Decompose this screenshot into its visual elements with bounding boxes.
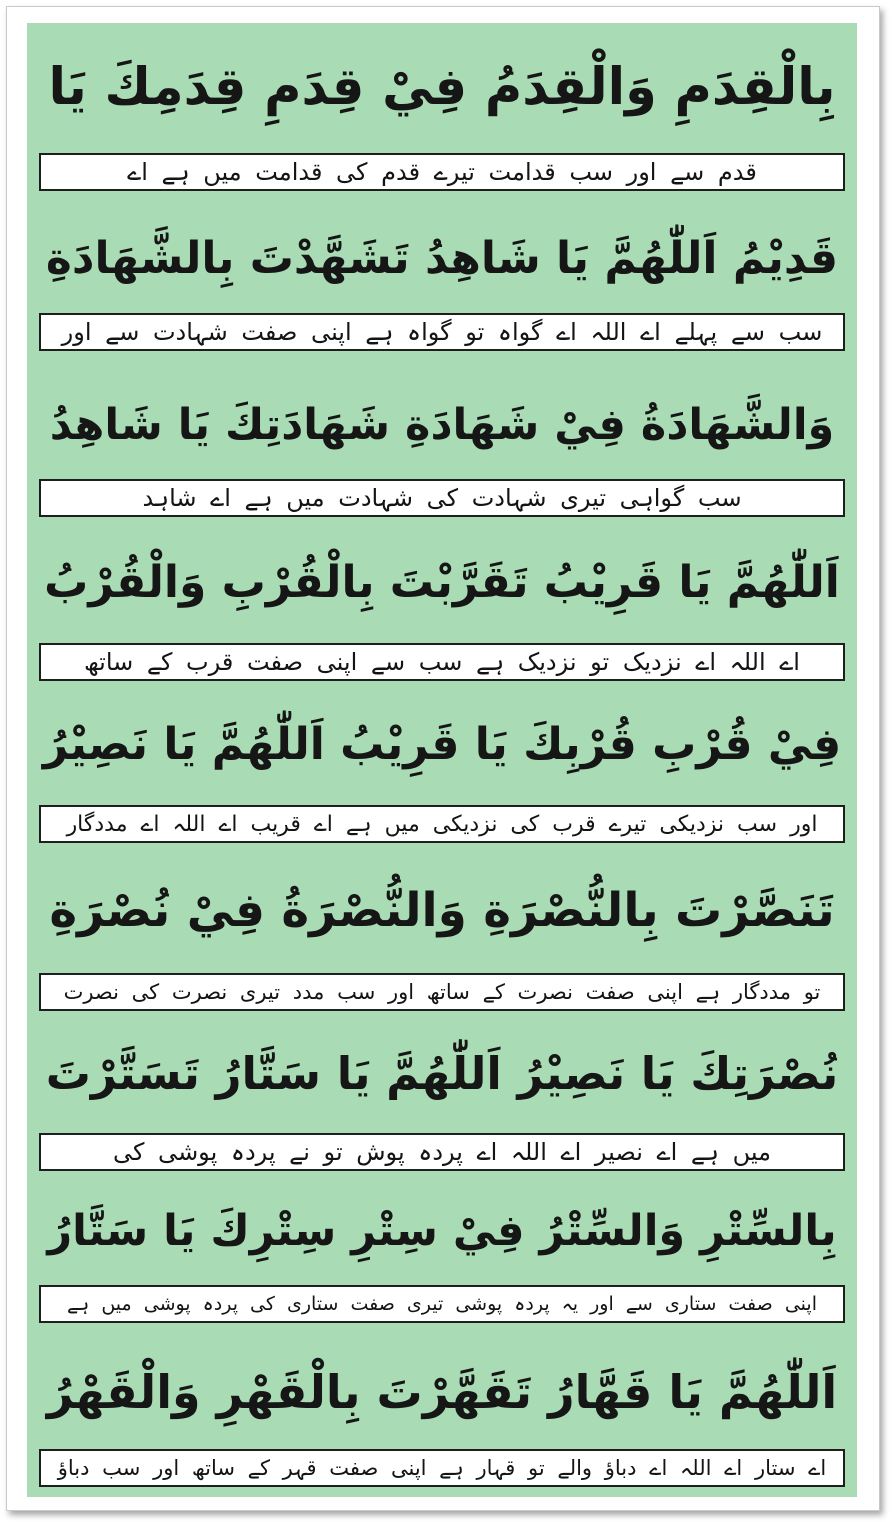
urdu-translation-7: [39, 1133, 845, 1171]
arabic-text: اَللّٰهُمَّ يَا قَرِيْبُ تَقَرَّبْتَ بِالْقُرْبِ وَالْقُرْبُ: [44, 557, 840, 608]
image-frame: [6, 6, 880, 1511]
arabic-text: اَللّٰهُمَّ يَا قَهَّارُ تَقَهَّرْتَ بِالْقَهْرِ وَالْقَهْرُ: [46, 1365, 838, 1419]
arabic-text: بِالسِّتْرِ وَالسِّتْرُ فِيْ سِتْرِ سِتْرِكَ يَا سَتَّارُ: [47, 1205, 837, 1256]
arabic-text: نُصْرَتِكَ يَا نَصِيْرُ اَللّٰهُمَّ يَا سَتَّارُ تَسَتَّرْتَ: [45, 1046, 839, 1100]
urdu-translation-1: [39, 153, 845, 191]
arabic-text: بِالْقِدَمِ وَالْقِدَمُ فِيْ قِدَمِ قِدَمِكَ يَا: [48, 57, 836, 117]
arabic-text: قَدِيْمُ اَللّٰهُمَّ يَا شَاهِدُ تَشَهَّدْتَ بِالشَّهَادَةِ: [45, 233, 839, 284]
urdu-translation-4: [39, 643, 845, 681]
dua-page: [27, 23, 857, 1497]
arabic-line-3: [27, 366, 857, 484]
urdu-text: سب گواہی تیری شہادت کی شہادت میں ہے اے شاہد: [142, 484, 742, 512]
arabic-line-7: [27, 1023, 857, 1123]
urdu-translation-8: [39, 1285, 845, 1323]
urdu-translation-3: [39, 479, 845, 517]
arabic-text: وَالشَّهَادَةُ فِيْ شَهَادَةِ شَهَادَتِكَ يَا شَاهِدُ: [49, 399, 835, 450]
urdu-text: تو مددگار ہے اپنی صفت نصرت کے ساتھ اور سب مدد تیری نصرت کی نصرت: [63, 980, 821, 1004]
urdu-text: سب سے پہلے اے اللہ اے گواہ تو گواہ ہے اپنی صفت شہادت سے اور: [61, 318, 823, 346]
urdu-text: اے اللہ اے نزدیک تو نزدیک ہے سب سے اپنی صفت قرب کے ساتھ: [84, 648, 800, 676]
urdu-translation-9: [39, 1449, 845, 1487]
arabic-line-9: [27, 1338, 857, 1446]
arabic-line-4: [27, 529, 857, 637]
urdu-translation-2: [39, 313, 845, 351]
urdu-translation-6: [39, 973, 845, 1011]
arabic-text: فِيْ قُرْبِ قُرْبِكَ يَا قَرِيْبُ اَللّٰهُمَّ يَا نَصِيْرُ: [42, 719, 842, 770]
urdu-text: اور سب نزدیکی تیرے قرب کی نزدیکی میں ہے اے قریب اے اللہ اے مددگار: [66, 811, 818, 837]
arabic-line-1: [27, 41, 857, 133]
arabic-line-5: [27, 691, 857, 799]
urdu-text: قدم سے اور سب قدامت تیرے قدم کی قدامت میں ہے اے: [127, 158, 757, 186]
arabic-text: تَنَصَّرْتَ بِالنُّصْرَةِ وَالنُّصْرَةُ فِيْ نُصْرَةِ: [49, 882, 835, 938]
arabic-line-2: [27, 203, 857, 315]
urdu-translation-5: [39, 805, 845, 843]
urdu-text: اپنی صفت ستاری سے اور یہ پردہ پوشی تیری صفت ستاری کی پردہ پوشی میں ہے: [67, 1293, 817, 1315]
arabic-line-8: [27, 1181, 857, 1281]
urdu-text: میں ہے اے نصیر اے اللہ اے پردہ پوش تو نے پردہ پوشی کی: [113, 1138, 771, 1166]
urdu-text: اے ستار اے اللہ اے دباؤ والے تو قہار ہے اپنی صفت قہر کے ساتھ اور سب دباؤ: [57, 1456, 827, 1480]
arabic-line-6: [27, 855, 857, 965]
